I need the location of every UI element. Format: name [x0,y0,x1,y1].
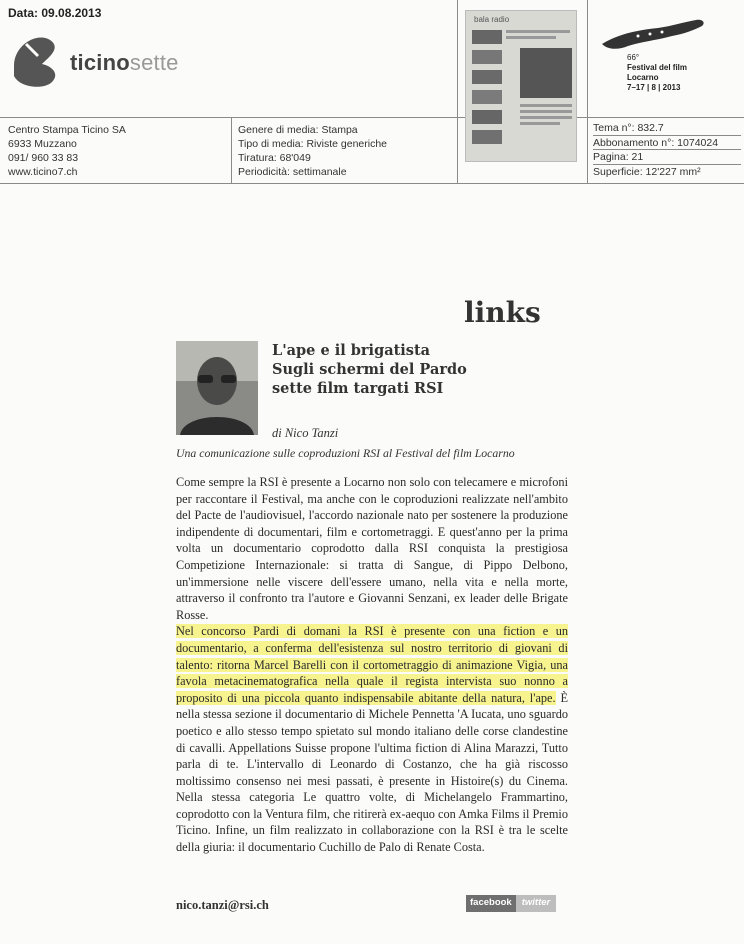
twitter-button[interactable]: twitter [516,895,557,912]
facebook-button[interactable]: facebook [466,895,516,912]
media-info [238,123,387,179]
author-portrait-icon [176,341,258,435]
social-buttons [466,895,556,912]
brand-name [70,50,179,76]
detail-line: Tema n°: 832.7 [593,121,741,136]
festival-name: Festival del film [627,63,688,72]
clipping-date: Data: 09.08.2013 [8,6,102,20]
publisher-website: www.ticino7.ch [8,166,78,178]
ticinosette-logo-icon [8,26,72,90]
festival-dates: 7–17 | 8 | 2013 [627,83,681,92]
column-divider [457,0,458,183]
headline-line: Sugli schermi del Pardo [272,361,467,378]
page-thumbnail [465,10,577,162]
highlighted-text: Nel concorso Pardi di domani la RSI è presente con una fiction e un documentario, a conferma dell'esistenza sul nostro territorio di giovani di talento: ritorna Marcel Barelli con il cortometraggio di animazione Vigia, una favola metacinematografica nella quale il regista intervista suo nonno a proposito di una piccola quanto indispensabile abitante della natura, l'ape. [176,624,568,705]
publisher-line: 091/ 960 33 83 [8,152,79,164]
author-email[interactable]: nico.tanzi@rsi.ch [176,898,269,912]
detail-line: Abbonamento n°: 1074024 [593,136,741,151]
body-paragraph [176,623,568,855]
detail-line: Superficie: 12'227 mm² [593,165,701,178]
brand-light: sette [129,50,179,75]
publisher-line: 6933 Muzzano [8,138,77,150]
headline-line: L'ape e il brigatista [272,342,431,359]
clipping-details [593,121,741,178]
festival-city: Locarno [627,73,659,82]
leopard-icon [598,14,710,54]
header-bottom-rule [0,183,744,184]
media-line: Periodicità: settimanale [238,166,347,178]
publisher-info [8,123,126,179]
column-divider [231,117,232,183]
section-title: links [464,296,541,329]
festival-edition: 66° [627,53,640,62]
media-line: Tipo di media: Riviste generiche [238,138,388,150]
summary: Una comunicazione sulle coproduzioni RSI al Festival del film Locarno [176,446,515,460]
festival-logo-text [627,53,687,93]
article-body [176,474,568,856]
column-divider [587,0,588,183]
thumbnail-layout-icon [466,24,576,156]
header-divider [0,117,744,118]
detail-line: Pagina: 21 [593,150,741,165]
body-paragraph: Come sempre la RSI è presente a Locarno non solo con telecamere e microfoni per raccontare il Festival, ma anche con le coproduzioni realizzate nell'ambito del Pacte de l'audiovisuel, l'accordo nazionale nato per sostenere la produzione indipendente di documentari, film e cortometraggi. E quest'anno per la prima volta un documentario coprodotto dalla RSI conquista la prestigiosa Competizione Internazionale: si tratta di Sangue, di Pippo Delbono, un'immersione nelle viscere dell'essere umano, nella vita e nella morte, attraverso il confronto tra l'autore e Giovanni Senzani, ex leader delle Brigate Rosse. [176,475,568,622]
thumbnail-title: bala radio [474,15,510,24]
media-line: Genere di media: Stampa [238,124,358,136]
author-photo [176,341,258,435]
brand-bold: ticino [70,50,130,75]
media-line: Tiratura: 68'049 [238,152,311,164]
headline-line: sette film targati RSI [272,380,444,397]
body-continuation: È nella stessa sezione il documentario di Michele Pennetta 'A Iucata, uno sguardo poetico e allo stesso tempo spietato sul mondo italiano delle corse clandestine di cavalli. Appellations Suisse propone l'ultima fiction di Alina Marazzi, Tutto parla di te. L'intervallo di Leonardo di Costanzo, che ha già riscosso moltissimo consenso nei mesi passati, è presente in Histoire(s) du Cinema. Nella stessa categoria Le quattro volte, di Michelangelo Frammartino, coprodotto con la Ventura film, che ritirerà ex-aequo con Amka Films il Premio Ticino. Infine, un film realizzato in collaborazione con la RSI è tra le scelte della giuria: il documentario Cuchillo de Palo di Renate Costa. [176,690,569,855]
headline [272,341,467,398]
byline: di Nico Tanzi [272,426,339,440]
publisher-line: Centro Stampa Ticino SA [8,124,126,136]
